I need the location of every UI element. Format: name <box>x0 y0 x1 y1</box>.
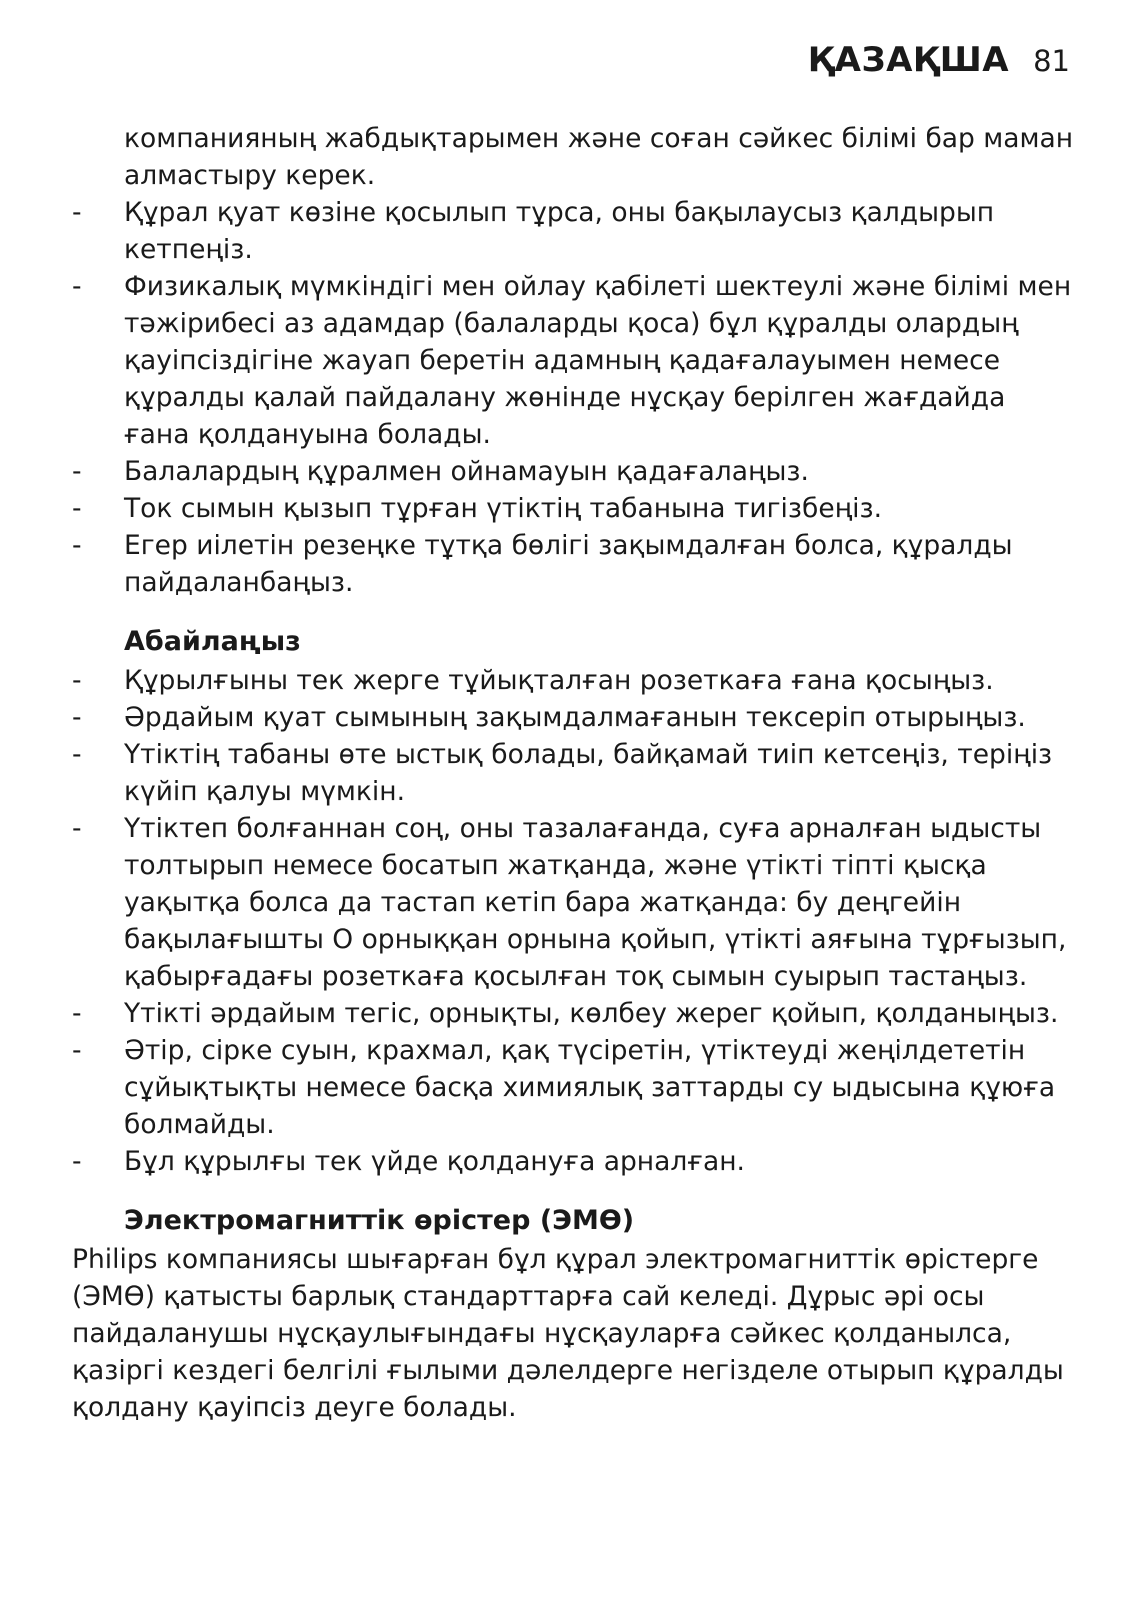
page-number: 81 <box>1033 44 1070 78</box>
list-item <box>72 995 1072 1032</box>
list-dash: - <box>72 739 82 770</box>
list-item <box>72 453 1072 490</box>
list-item <box>72 194 1072 268</box>
safety-list <box>72 194 1072 601</box>
list-item-text: Ток сымын қызып тұрған үтіктің табанына тигізбеңіз. <box>124 493 883 524</box>
list-item-text: Физикалық мүмкіндігі мен ойлау қабілеті шектеулі және білімі мен тәжірибесі аз адамдар (балаларды қоса) бұл құралды олардың қауіпсіздігіне жауап беретін адамның қадағалауымен немесе құралды қалай пайдалану жөнінде нұсқау берілген жағдайда ғана қолдануына болады. <box>124 271 1072 450</box>
list-item-text: Егер иілетін резеңке тұтқа бөлігі зақымдалған болса, құралды пайдаланбаңыз. <box>124 530 1013 598</box>
list-item-text: Үтікті әрдайым тегіс, орнықты, көлбеу жерег қойып, қолданыңыз. <box>124 998 1059 1029</box>
caution-heading: Абайлаңыз <box>124 626 301 657</box>
list-item <box>72 268 1072 453</box>
list-item <box>72 699 1072 736</box>
list-dash: - <box>72 813 82 844</box>
list-item <box>72 810 1072 995</box>
list-dash: - <box>72 1146 82 1177</box>
list-item-text: Үтіктеп болғаннан соң, оны тазалағанда, суға арналған ыдысты толтырып немесе босатып жатқанда, және үтікті тіпті қысқа уақытқа болса да тастап кетіп бара жатқанда: бу деңгейін бақылағышты O орныққан орнына қойып, үтікті аяғына тұрғызып, қабырғадағы розеткаға қосылған тоқ сымын суырып тастаңыз. <box>124 813 1067 992</box>
list-item <box>72 527 1072 601</box>
document-body <box>72 120 1072 1426</box>
list-item-text: Бұл құрылғы тек үйде қолдануға арналған. <box>124 1146 745 1177</box>
list-dash: - <box>72 197 82 228</box>
list-dash: - <box>72 702 82 733</box>
list-item <box>72 736 1072 810</box>
list-item-text: Құрылғыны тек жерге тұйықталған розеткаға ғана қосыңыз. <box>124 665 994 696</box>
list-item <box>72 1032 1072 1143</box>
section-title: ҚАЗАҚША <box>807 40 1010 80</box>
list-item-text: Әтір, сірке суын, крахмал, қақ түсіретін, үтіктеуді жеңілдететін сұйықтықты немесе басқа химиялық заттарды су ыдысына құюға болмайды. <box>124 1035 1056 1140</box>
list-item-text: Үтіктің табаны өте ыстық болады, байқамай тиіп кетсеңіз, теріңіз күйіп қалуы мүмкін. <box>124 739 1053 807</box>
list-dash: - <box>72 530 82 561</box>
list-item <box>72 1143 1072 1180</box>
list-item-text: Құрал қуат көзіне қосылып тұрса, оны бақылаусыз қалдырып кетпеңіз. <box>124 197 995 265</box>
list-dash: - <box>72 456 82 487</box>
emf-paragraph: Philips компаниясы шығарған бұл құрал электромагниттік өрістерге (ЭМӨ) қатысты барлық стандарттарға сай келеді. Дұрыс әрі осы пайдаланушы нұсқаулығындағы нұсқауларға сәйкес қолданылса, қазіргі кездегі белгілі ғылыми дәлелдерге негізделе отырып құралды қолдану қауіпсіз деуге болады. <box>72 1244 1064 1423</box>
emf-heading: Электромагниттік өрістер (ЭМӨ) <box>124 1205 635 1236</box>
list-dash: - <box>72 1035 82 1066</box>
continuation-line: алмастыру керек. <box>124 160 376 191</box>
list-dash: - <box>72 271 82 302</box>
caution-list <box>72 662 1072 1180</box>
list-item <box>72 490 1072 527</box>
list-item-text: Балалардың құралмен ойнамауын қадағалаңыз. <box>124 456 809 487</box>
list-dash: - <box>72 493 82 524</box>
page-header <box>808 40 1070 80</box>
list-item-text: Әрдайым қуат сымының зақымдалмағанын тексеріп отырыңыз. <box>124 702 1026 733</box>
list-item <box>72 662 1072 699</box>
list-dash: - <box>72 998 82 1029</box>
continuation-line: компанияның жабдықтарымен және соған сәйкес білімі бар маман <box>124 123 1074 154</box>
list-dash: - <box>72 665 82 696</box>
